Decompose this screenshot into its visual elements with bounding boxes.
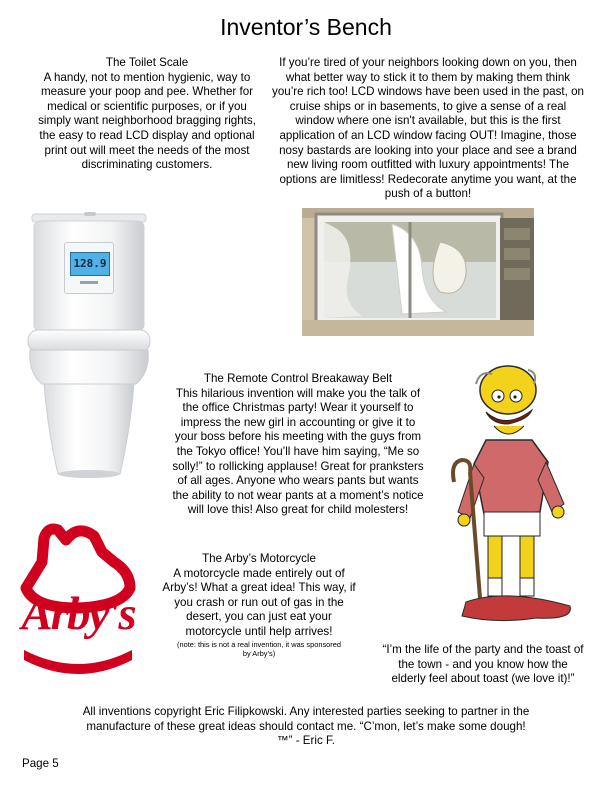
arbys-motorcycle-body: A motorcycle made entirely out of Arby’s! What a great idea! This way, if you crash or run out of gas in the desert, you can just eat your motorcycle until help arrives!: [162, 566, 356, 638]
lcd-window-body: If you’re tired of your neighbors looking down on you, then what better way to stick it to them by making them think you’re rich too! LCD windows have been used in the past, on cruise ships or in basements, to give a sense of a real window where one isn't available, but this is the first application of an LCD window facing OUT! Imagine, those nosy bastards are looking into your place and see a brand new living room outfitted with luxury appointments! The options are limitless! Redecorate anytime you want, at the push of a button!: [272, 56, 584, 201]
toilet-scale-image: [22, 212, 156, 497]
arbys-motorcycle-section: [158, 552, 360, 659]
arbys-logo-text: Arby's: [21, 588, 135, 640]
breakaway-belt-heading: The Remote Control Breakaway Belt: [203, 372, 393, 385]
lcd-reading: 128.9: [73, 257, 107, 270]
scale-brand-mark: [80, 281, 98, 284]
lcd-window-section: [272, 56, 584, 202]
page-number: Page 5: [22, 757, 59, 770]
page-title: Inventor’s Bench: [220, 14, 392, 40]
scale-display-panel: [64, 242, 114, 294]
old-man-cartoon: [436, 362, 588, 632]
breakaway-belt-section: [172, 372, 424, 518]
toilet-scale-section: [36, 56, 258, 173]
toilet-scale-heading: The Toilet Scale: [105, 56, 189, 69]
lcd-window-photo: [302, 208, 534, 336]
arbys-logo: [14, 522, 142, 684]
toilet-scale-body: A handy, not to mention hygienic, way to measure your poop and pee. Whether for medical or scientific purposes, or if you simply want neighborhood bragging rights, the easy to read LCD display and optional print out will meet the needs of the most discriminating customers.: [38, 70, 256, 172]
old-man-quote: “I’m the life of the party and the toast of the town - and you know how the elderly feel about toast (we love it)!”: [382, 643, 584, 686]
arbys-motorcycle-heading: The Arby’s Motorcycle: [202, 552, 316, 565]
lcd-display: [70, 252, 110, 276]
copyright-footer: All inventions copyright Eric Filipkowski. Any interested parties seeking to partner in the manufacture of these great ideas should contact me. “C’mon, let’s make some dough!™” - Eric F.: [82, 705, 530, 748]
breakaway-belt-body: This hilarious invention will make you the talk of the office Christmas party! Wear it yourself to impress the new girl in accounting or give it to your boss before his meeting with the guys from the Tokyo office! You’ll have him saying, “Me so solly!” to rollicking applause! Great for pranksters of all ages. Anyone who wears pants but wants the ability to not wear pants at a moment’s notice will love this! Also great for child molesters!: [172, 386, 424, 517]
arbys-motorcycle-note: (note: this is not a real invention, it was sponsored by Arby’s): [177, 639, 341, 659]
